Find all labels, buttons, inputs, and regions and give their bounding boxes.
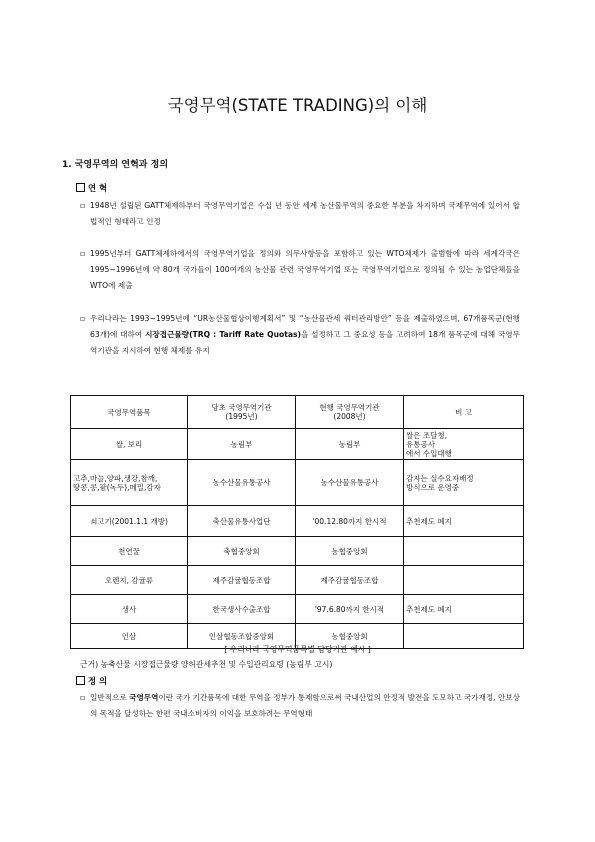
- history-text-2: 1995년부터 GATT체제하에서의 국영무역기업을 정의와 의무사항등을 포함하고 있는 WTO체제가 출범함에 따라 세계각국은 1995~1996년에 약 80개 국가들이 100여개의 농산물 관련 국영무역기업 또는 국영무역기업으로 정의될 수 있는 농업단체들을 WTO에 제출: [90, 249, 520, 290]
- table-source-note: 근거) 농축산물 시장접근물량 양허관세추천 및 수입관리요령 (농림부 고시): [80, 660, 333, 669]
- table-row: [71, 429, 524, 460]
- table-header-cell: 현행 국영무역기관 (2008년): [296, 396, 404, 429]
- table-header-row: [71, 396, 524, 429]
- table-cell: 축협중앙회: [188, 537, 296, 566]
- table-header-cell: 국영무역품목: [71, 396, 188, 429]
- table-header-cell: 당초 국영무역기관 (1995년): [188, 396, 296, 429]
- table-cell: 축산물유통사업단: [188, 506, 296, 537]
- table-cell: 제주감귤협동조합: [188, 566, 296, 595]
- history-text-1: 1948년 설립된 GATT체제하부터 국영무역기업은 수십 년 동안 세계 농산물무역의 중요한 부분을 차지하며 국제무역에 있어서 합법적인 형태라고 인정: [90, 201, 520, 226]
- table-cell: 농수산물유통공사: [188, 460, 296, 506]
- table-row: [71, 537, 524, 566]
- table-cell: 농림부: [188, 429, 296, 460]
- table-cell: 추천제도 폐지: [404, 506, 524, 537]
- history-bullet-3: [80, 311, 520, 375]
- table-cell: 농협중앙회: [296, 624, 404, 649]
- history-text-3-pre: 우리나라는 1993~1995년에 “UR농산물협상이행계획서” 및 “농산물관세 쿼터관리방안” 등을 제출하였으며, 67개품목군(현행 63개)에 대하여: [90, 314, 520, 339]
- table-cell: '00.12.80까지 한시적: [296, 506, 404, 537]
- table-cell: 생사: [71, 595, 188, 624]
- history-text-3-post: 을 설정하고 그 중요성 등을 고려하여 18개 품목군에 대해 국영무역기관을 지시하여 현행 체제를 유지: [90, 330, 520, 355]
- bullet-icon: ▫: [80, 314, 86, 323]
- checkbox-square-icon: [76, 676, 85, 685]
- section-heading: 1. 국영무역의 연혁과 정의: [62, 160, 169, 170]
- bullet-icon: ▫: [80, 693, 86, 702]
- table-cell: 농수산물유통공사: [296, 460, 404, 506]
- table-row: [71, 566, 524, 595]
- table-cell: 쌀, 보리: [71, 429, 188, 460]
- bullet-icon: ▫: [80, 249, 86, 258]
- definition-text-pre: 일반적으로: [90, 693, 130, 702]
- state-trading-table: [70, 395, 524, 649]
- subheading-definition: [76, 675, 107, 687]
- table-cell: 고추,마늘,양파,생강,참깨, 땅콩,콩,팥(녹두),메밀,감자: [71, 460, 188, 506]
- table-cell: 한국생사수출조합: [188, 595, 296, 624]
- table-cell: 농협중앙회: [296, 537, 404, 566]
- subheading-definition-label: 정 의: [88, 676, 108, 686]
- table-cell: 인삼: [71, 624, 188, 649]
- page-title: 국영무역(STATE TRADING)의 이해: [167, 96, 428, 115]
- table-cell: 쇠고기(2001.1.1 개방): [71, 506, 188, 537]
- history-bullet-1: [80, 198, 520, 232]
- table-cell: 쌀은 조달청, 유통공사 에서 수입대행: [404, 429, 524, 460]
- table-cell: [404, 566, 524, 595]
- trq-term: 시장접근물량(TRQ : Tariff Rate Quotas): [145, 330, 301, 339]
- table-cell: 오렌지, 감귤류: [71, 566, 188, 595]
- table-cell: [404, 537, 524, 566]
- table-cell: 천연꿀: [71, 537, 188, 566]
- table-cell: '97.6.80까지 한시적: [296, 595, 404, 624]
- table-cell: 농림부: [296, 429, 404, 460]
- history-bullet-2: [80, 246, 520, 296]
- table-cell: 감자는 실수요자배정 방식으로 운영중: [404, 460, 524, 506]
- definition-bullet: [80, 690, 520, 740]
- table-caption: [ 우리나라 국영무역품목별 담당기관 예시 ]: [224, 645, 371, 654]
- subheading-history-label: 연 혁: [88, 183, 108, 193]
- table-header-cell: 비 고: [404, 396, 524, 429]
- definition-term: 국영무역: [129, 693, 159, 702]
- definition-text-post: 이란 국가 기간품목에 대한 무역을 정부가 통제함으로써 국내산업의 안정적 발전을 도모하고 국가재정, 안보상의 목적을 달성하는 한편 국내소비자의 이익을 보호하려는 무역형태: [90, 693, 521, 718]
- checkbox-square-icon: [76, 183, 85, 192]
- history-text-3: [90, 311, 520, 359]
- bullet-icon: ▫: [80, 201, 86, 210]
- table-cell: 제주감귤협동조합: [296, 566, 404, 595]
- table-row: [71, 595, 524, 624]
- table-cell: 추천제도 폐지: [404, 595, 524, 624]
- table-row: [71, 460, 524, 506]
- subheading-history: [76, 182, 107, 194]
- table-cell: 인삼협동조합중앙회: [188, 624, 296, 649]
- definition-text: [90, 690, 520, 722]
- table-row: [71, 506, 524, 537]
